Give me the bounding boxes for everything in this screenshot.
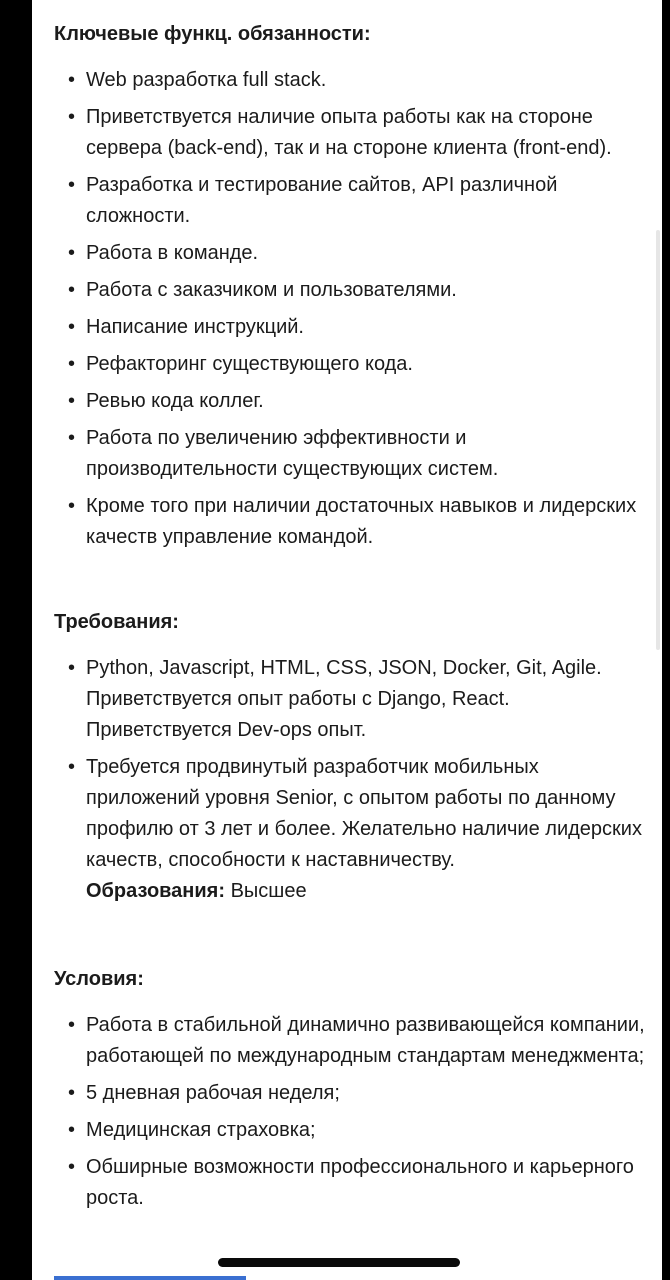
list-item: • Требуется продвинутый разработчик мобильных приложений уровня Senior, с опытом работы по данному профилю от 3 лет и более. Желательно наличие лидерских качеств, способности к наставничеству. Образования: Высшее	[54, 752, 652, 907]
list-item: • Web разработка full stack.	[54, 65, 652, 96]
bullet-icon: •	[68, 390, 76, 412]
bullet-icon: •	[68, 1119, 76, 1141]
bullet-icon: •	[68, 69, 76, 91]
list-item: • Написание инструкций.	[54, 312, 652, 343]
bullet-icon: •	[68, 1082, 76, 1104]
list-item: • Приветствуется наличие опыта работы как на стороне сервера (back-end), так и на стороне клиента (front-end).	[54, 102, 652, 164]
education-label: Образования:	[86, 880, 226, 902]
bullet-icon: •	[68, 756, 76, 778]
vacancy-page[interactable]	[32, 0, 662, 1280]
list-item: • Работа по увеличению эффективности и производительности существующих систем.	[54, 423, 652, 485]
list-item: • Рефакторинг существующего кода.	[54, 349, 652, 380]
list-item: • Python, Javascript, HTML, CSS, JSON, Docker, Git, Agile. Приветствуется опыт работы с Django, React. Приветствуется Dev-ops опыт.	[54, 653, 652, 746]
list-item: • Работа с заказчиком и пользователями.	[54, 275, 652, 306]
bullet-icon: •	[68, 1014, 76, 1036]
bullet-icon: •	[68, 427, 76, 449]
section-title-conditions: Условия:	[54, 968, 144, 990]
conditions-list	[54, 1010, 652, 1220]
list-item: • Работа в команде.	[54, 238, 652, 269]
home-indicator[interactable]	[218, 1258, 460, 1267]
bullet-icon: •	[68, 106, 76, 128]
list-item: • Обширные возможности профессионального и карьерного роста.	[54, 1152, 652, 1214]
list-item: • 5 дневная рабочая неделя;	[54, 1078, 652, 1109]
education-value: Высшее	[225, 880, 307, 902]
list-item: • Разработка и тестирование сайтов, API различной сложности.	[54, 170, 652, 232]
bullet-icon: •	[68, 316, 76, 338]
list-item: • Кроме того при наличии достаточных навыков и лидерских качеств управление командой.	[54, 491, 652, 553]
scrollbar-thumb[interactable]	[656, 230, 660, 650]
bullet-icon: •	[68, 657, 76, 679]
list-item: • Медицинская страховка;	[54, 1115, 652, 1146]
apply-button-edge[interactable]	[54, 1276, 246, 1280]
bullet-icon: •	[68, 279, 76, 301]
bullet-icon: •	[68, 495, 76, 517]
bullet-icon: •	[68, 174, 76, 196]
bullet-icon: •	[68, 242, 76, 264]
list-item: • Ревью кода коллег.	[54, 386, 652, 417]
duties-list	[54, 65, 652, 559]
requirements-list	[54, 653, 652, 913]
scrollbar[interactable]	[654, 0, 662, 1280]
section-title-duties: Ключевые функц. обязанности:	[54, 23, 371, 45]
bullet-icon: •	[68, 353, 76, 375]
list-item: • Работа в стабильной динамично развивающейся компании, работающей по международным стандартам менеджмента;	[54, 1010, 652, 1072]
bullet-icon: •	[68, 1156, 76, 1178]
section-title-requirements: Требования:	[54, 611, 179, 633]
